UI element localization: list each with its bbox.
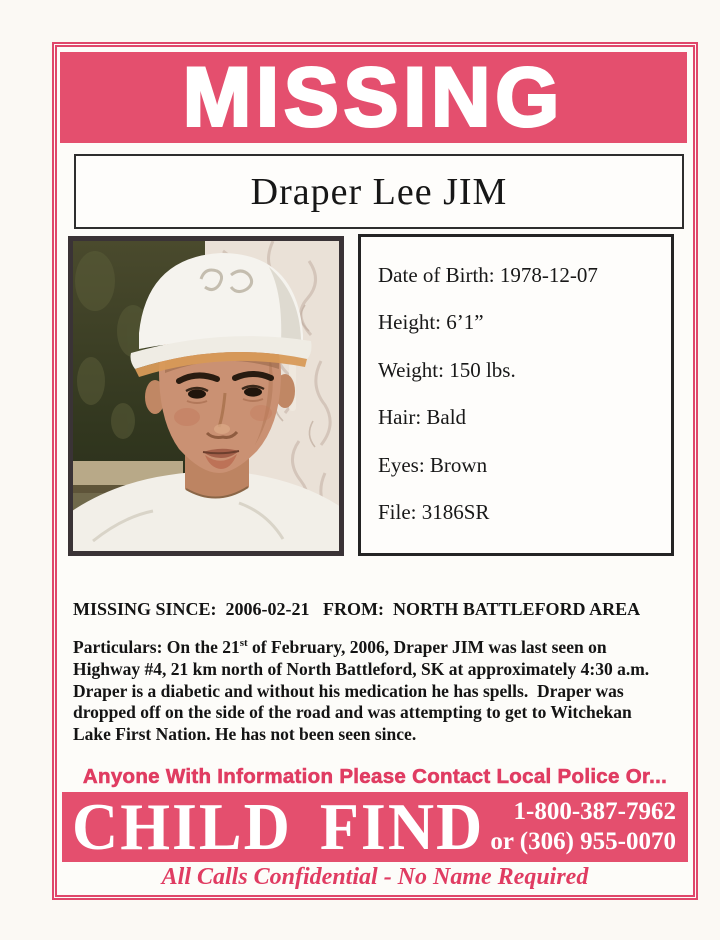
person-name: Draper Lee JIM <box>250 170 508 213</box>
nose-tip <box>214 424 230 434</box>
childfind-banner <box>62 789 688 864</box>
left-eye <box>188 389 206 398</box>
detail-row-file: File: 3186SR <box>378 499 490 524</box>
ordinal-superscript: st <box>239 637 248 650</box>
detail-row-eyes: Eyes: Brown <box>378 452 488 477</box>
detail-row-weight: Weight: 150 lbs. <box>378 357 516 382</box>
detail-row-dob: Date of Birth: 1978-12-07 <box>378 263 598 287</box>
contact-instruction: Anyone With Information Please Contact Local Police Or... <box>82 765 668 788</box>
particulars-line-2: Highway #4, 21 km north of North Battleford, SK at approximately 4:30 a.m. <box>73 658 650 679</box>
particulars-paragraph <box>73 637 673 746</box>
missing-person-photo <box>73 241 339 551</box>
particulars-line-1 <box>73 637 673 659</box>
particulars-line-4: dropped off on the side of the road and was attempting to get to Witchekan <box>73 702 632 723</box>
left-cheek <box>174 408 200 426</box>
phone-tollfree: 1-800-387-7962 <box>513 798 676 825</box>
detail-row-height: Height: 6’1” <box>378 310 484 335</box>
childfind-phones <box>490 797 688 857</box>
particulars-line1-end: of February, 2006, Draper JIM was last seen on <box>247 637 607 657</box>
photo-frame <box>68 236 344 556</box>
missing-banner <box>60 52 687 143</box>
detail-row-hair: Hair: Bald <box>378 405 467 430</box>
right-cheek <box>250 405 272 421</box>
particulars-line1-start: Particulars: On the 21 <box>73 637 240 657</box>
confidential-line: All Calls Confidential - No Name Required <box>161 864 589 890</box>
name-box <box>74 154 684 229</box>
poster-title: MISSING <box>182 52 565 143</box>
right-eye <box>244 387 262 396</box>
missing-since-line: MISSING SINCE: 2006-02-21 FROM: NORTH BATTLEFORD AREA <box>73 599 641 619</box>
particulars-line-3: Draper is a diabetic and without his medication he has spells. Draper was <box>73 680 624 701</box>
phone-local: or (306) 955-0070 <box>490 828 676 855</box>
particulars-line-5: Lake First Nation. He has not been seen since. <box>73 724 417 745</box>
poster-frame <box>52 42 698 900</box>
childfind-name: CHILD FIND <box>72 789 485 864</box>
details-box <box>358 234 674 556</box>
